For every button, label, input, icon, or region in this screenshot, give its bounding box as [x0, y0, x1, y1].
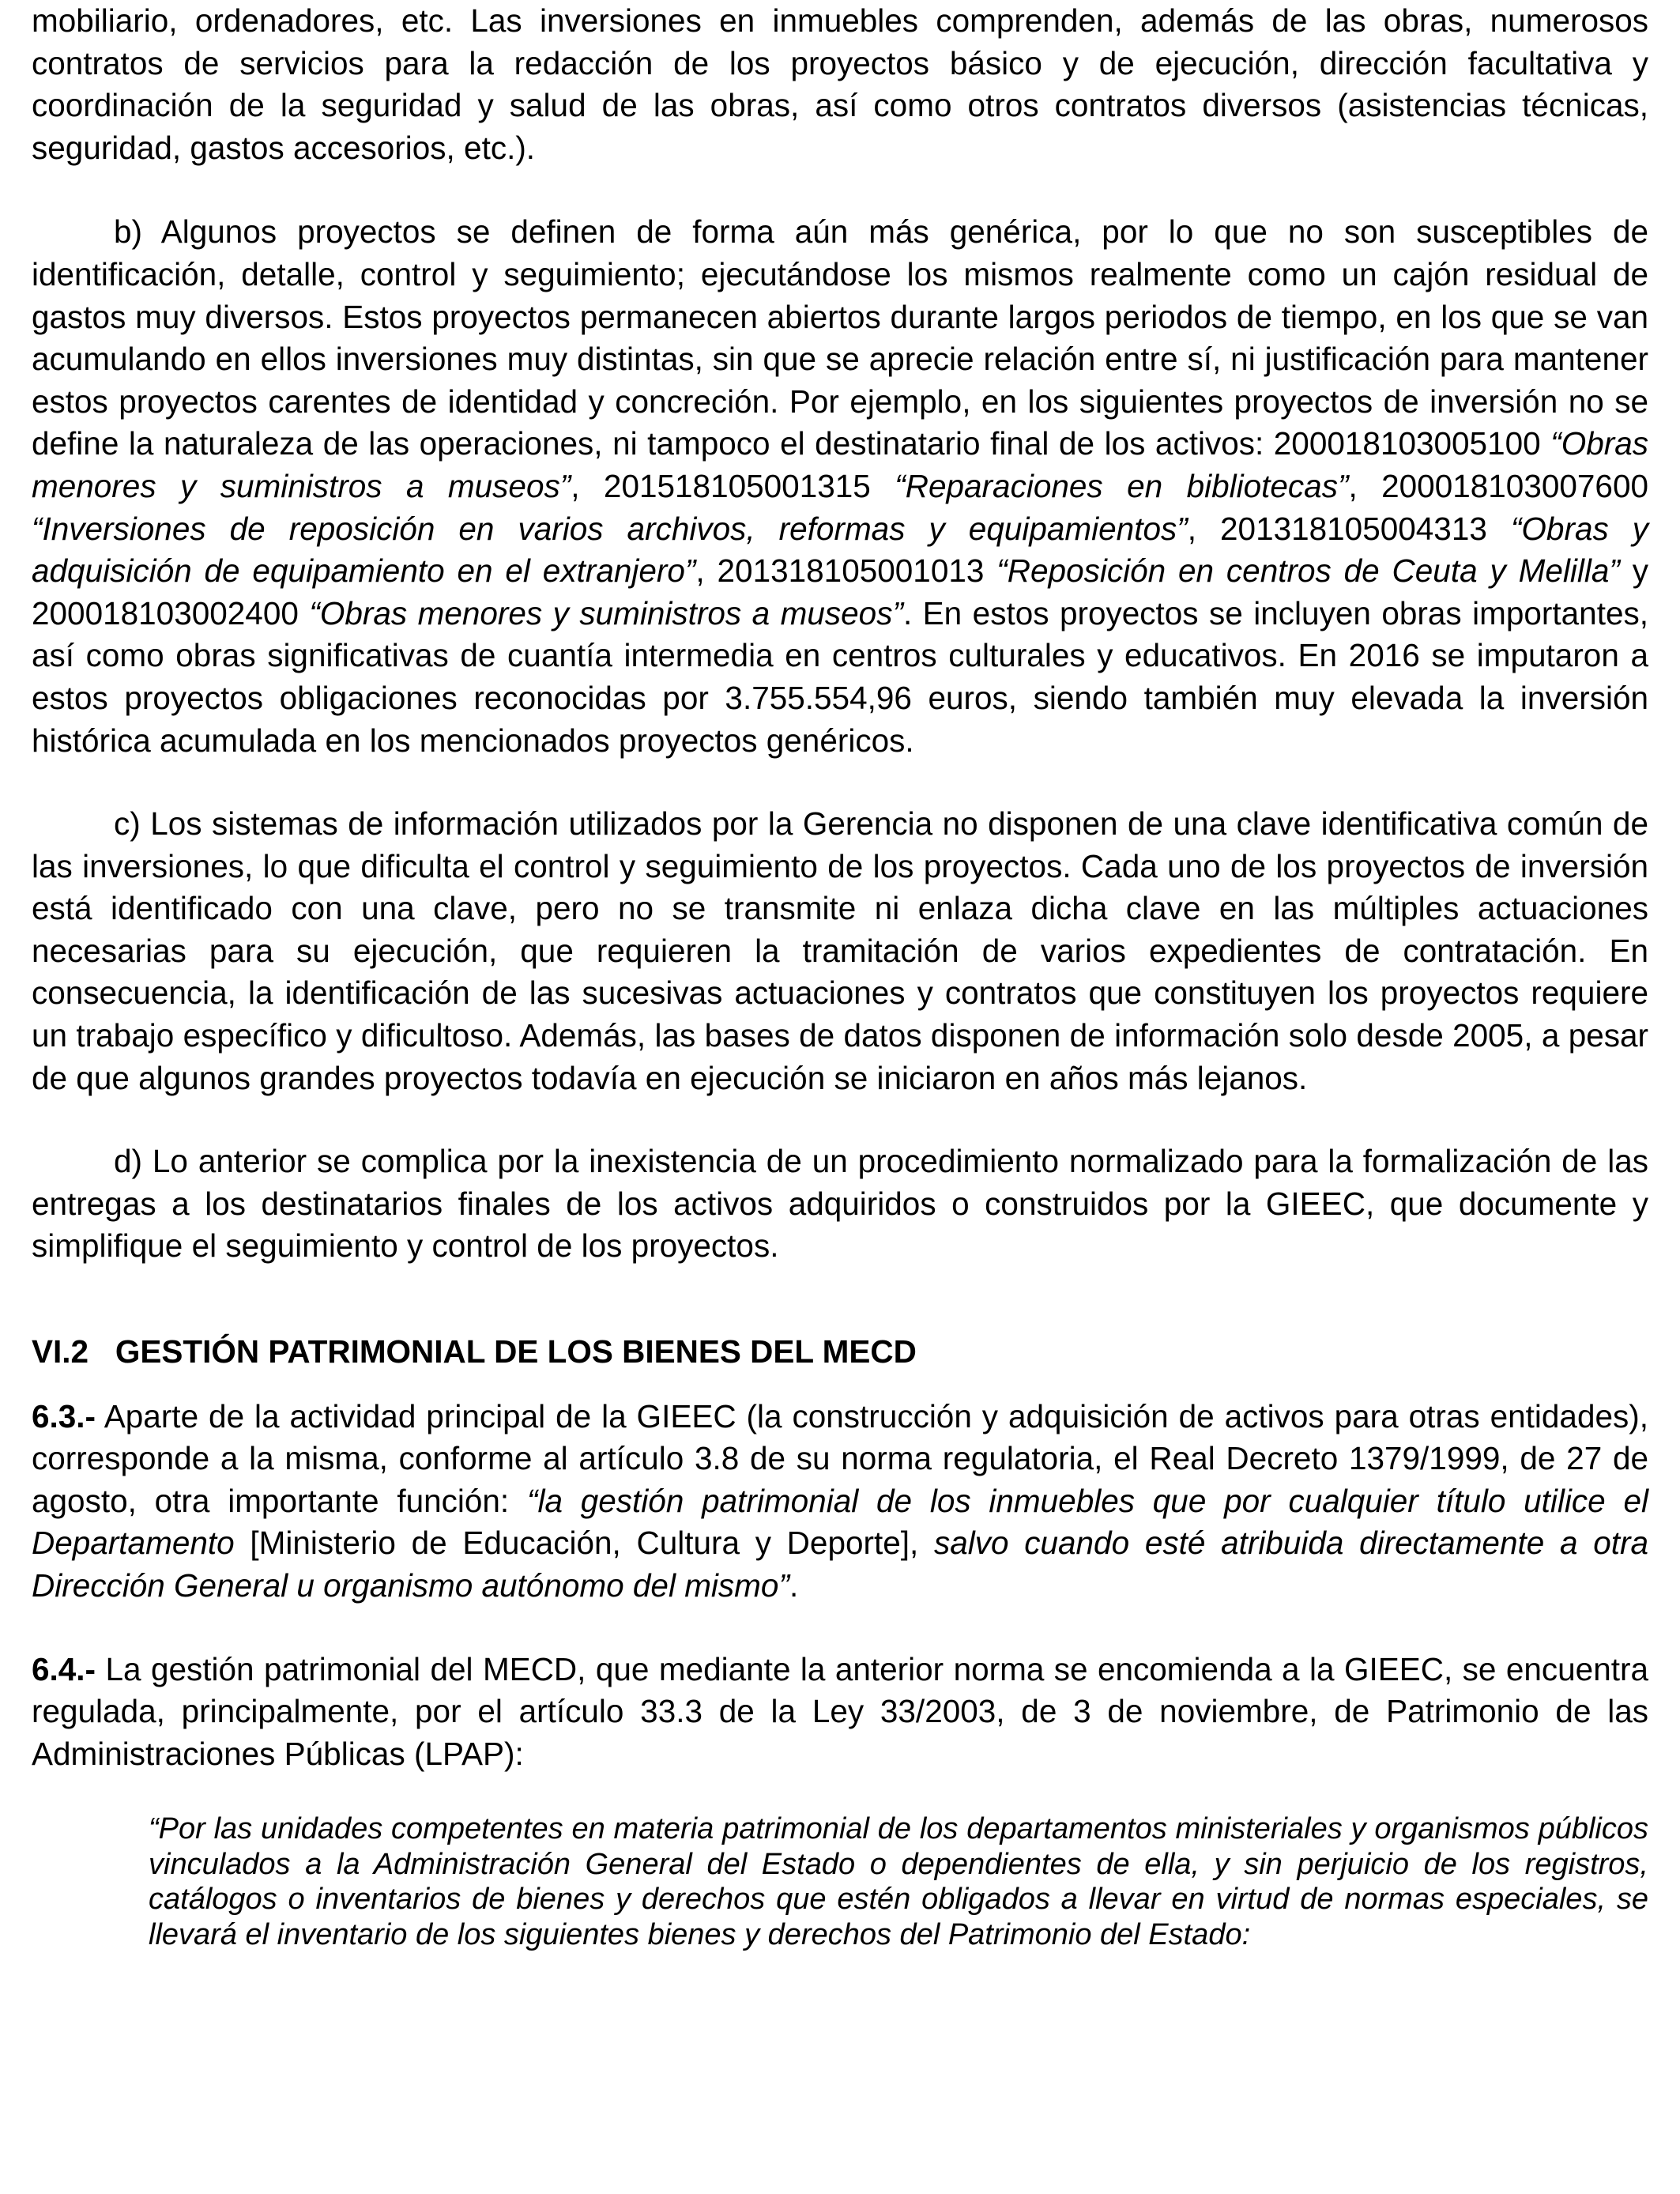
paragraph-6-3-text-2: [Ministerio de Educación, Cultura y Deporte],	[234, 1525, 934, 1562]
paragraph-number-6-4: 6.4.-	[32, 1650, 96, 1687]
section-number: VI.2	[32, 1333, 89, 1370]
section-heading-vi2	[32, 1331, 1648, 1374]
quoted-regulation-2: salvo cuando esté atribuida directamente a otra Dirección General u organismo autónomo del mismo”	[32, 1525, 1648, 1604]
project-name-1: “Obras menores y suministros a museos”	[32, 425, 1648, 504]
paragraph-b	[32, 211, 1648, 762]
paragraph-c: c) Los sistemas de información utilizados por la Gerencia no disponen de una clave identificativa común de las inversiones, lo que dificulta el control y seguimiento de los proyectos. Cada uno de los proyectos de inversión está identificado con una clave, pero no se transmite ni enlaza dicha clave en las múltiples actuaciones necesarias para su ejecución, que requieren la tramitación de varios expedientes de contratación. En consecuencia, la identificación de las sucesivas actuaciones y contratos que constituyen los proyectos requiere un trabajo específico y dificultoso. Además, las bases de datos disponen de información solo desde 2005, a pesar de que algunos grandes proyectos todavía en ejecución se iniciaron en años más lejanos.	[32, 805, 1648, 1096]
project-name-4: “Obras y adquisición de equipamiento en el extranjero”	[32, 510, 1649, 590]
lpap-quote: “Por las unidades competentes en materia patrimonial de los departamentos ministeriales y organismos públicos vinculados a la Administración General del Estado o dependientes de ella, y sin perjuicio de los registros, catálogos o inventarios de bienes y derechos que estén obligados a llevar en virtud de normas especiales, se llevará el inventario de los siguientes bienes y derechos del Patrimonio del Estado:	[149, 1812, 1648, 1951]
paragraph-b-text-2: , 201518105001315	[571, 467, 895, 504]
project-name-5: “Reposición en centros de Ceuta y Melilla”	[996, 552, 1620, 590]
project-name-6: “Obras menores y suministros a museos”	[309, 594, 903, 631]
paragraph-b-text-3: , 200018103007600	[1348, 467, 1648, 504]
paragraph-b-text-6: y 200018103002400	[32, 552, 1649, 631]
quoted-regulation-1: “la gestión patrimonial de los inmuebles que por cualquier título utilice el Departamento	[32, 1482, 1649, 1562]
intro-paragraph: mobiliario, ordenadores, etc. Las inversiones en inmuebles comprenden, además de las obras, numerosos contratos de servicios para la redacción de los proyectos básico y de ejecución, dirección facultativa y coordinación de la seguridad y salud de las obras, así como otros contratos diversos (asistencias técnicas, seguridad, gastos accesorios, etc.).	[32, 2, 1648, 166]
project-name-3: “Inversiones de reposición en varios archivos, reformas y equipamientos”	[32, 510, 1188, 547]
paragraph-6-3-text-3: .	[789, 1567, 799, 1604]
paragraph-b-text-1: b) Algunos proyectos se definen de forma aún más genérica, por lo que no son susceptibles de identificación, detalle, control y seguimiento; ejecutándose los mismos realmente como un cajón residual de gastos muy diversos. Estos proyectos permanecen abiertos durante largos periodos de tiempo, en los que se van acumulando en ellos inversiones muy distintas, sin que se aprecie relación entre sí, ni justificación para mantener estos proyectos carentes de identidad y concreción. Por ejemplo, en los siguientes proyectos de inversión no se define la naturaleza de las operaciones, ni tampoco el destinatario final de los activos: 200018103005100	[32, 213, 1648, 462]
paragraph-b-text-7: . En estos proyectos se incluyen obras importantes, así como obras significativas de cuantía intermedia en centros culturales y educativos. En 2016 se imputaron a estos proyectos obligaciones reconocidas por 3.755.554,96 euros, siendo también muy elevada la inversión histórica acumulada en los mencionados proyectos genéricos.	[32, 594, 1648, 759]
paragraph-b-text-4: , 201318105004313	[1187, 510, 1511, 547]
paragraph-6-3	[32, 1396, 1648, 1608]
paragraph-d: d) Lo anterior se complica por la inexistencia de un procedimiento normalizado para la formalización de las entregas a los destinatarios finales de los activos adquiridos o construidos por la GIEEC, que documente y simplifique el seguimiento y control de los proyectos.	[32, 1143, 1648, 1265]
paragraph-6-4-text: La gestión patrimonial del MECD, que mediante la anterior norma se encomienda a la GIEEC, se encuentra regulada, principalmente, por el artículo 33.3 de la Ley 33/2003, de 3 de noviembre, de Patrimonio de las Administraciones Públicas (LPAP):	[32, 1650, 1648, 1772]
paragraph-b-text-5: , 201318105001013	[695, 552, 997, 590]
document-page	[32, 0, 1648, 1952]
project-name-2: “Reparaciones en bibliotecas”	[895, 467, 1349, 504]
section-title: GESTIÓN PATRIMONIAL DE LOS BIENES DEL MECD	[115, 1333, 917, 1370]
paragraph-6-3-text-1: Aparte de la actividad principal de la GIEEC (la construcción y adquisición de activos para otras entidades), corresponde a la misma, conforme al artículo 3.8 de su norma regulatoria, el Real Decreto 1379/1999, de 27 de agosto, otra importante función:	[32, 1397, 1648, 1519]
paragraph-6-4	[32, 1649, 1648, 1776]
paragraph-number-6-3: 6.3.-	[32, 1397, 96, 1434]
